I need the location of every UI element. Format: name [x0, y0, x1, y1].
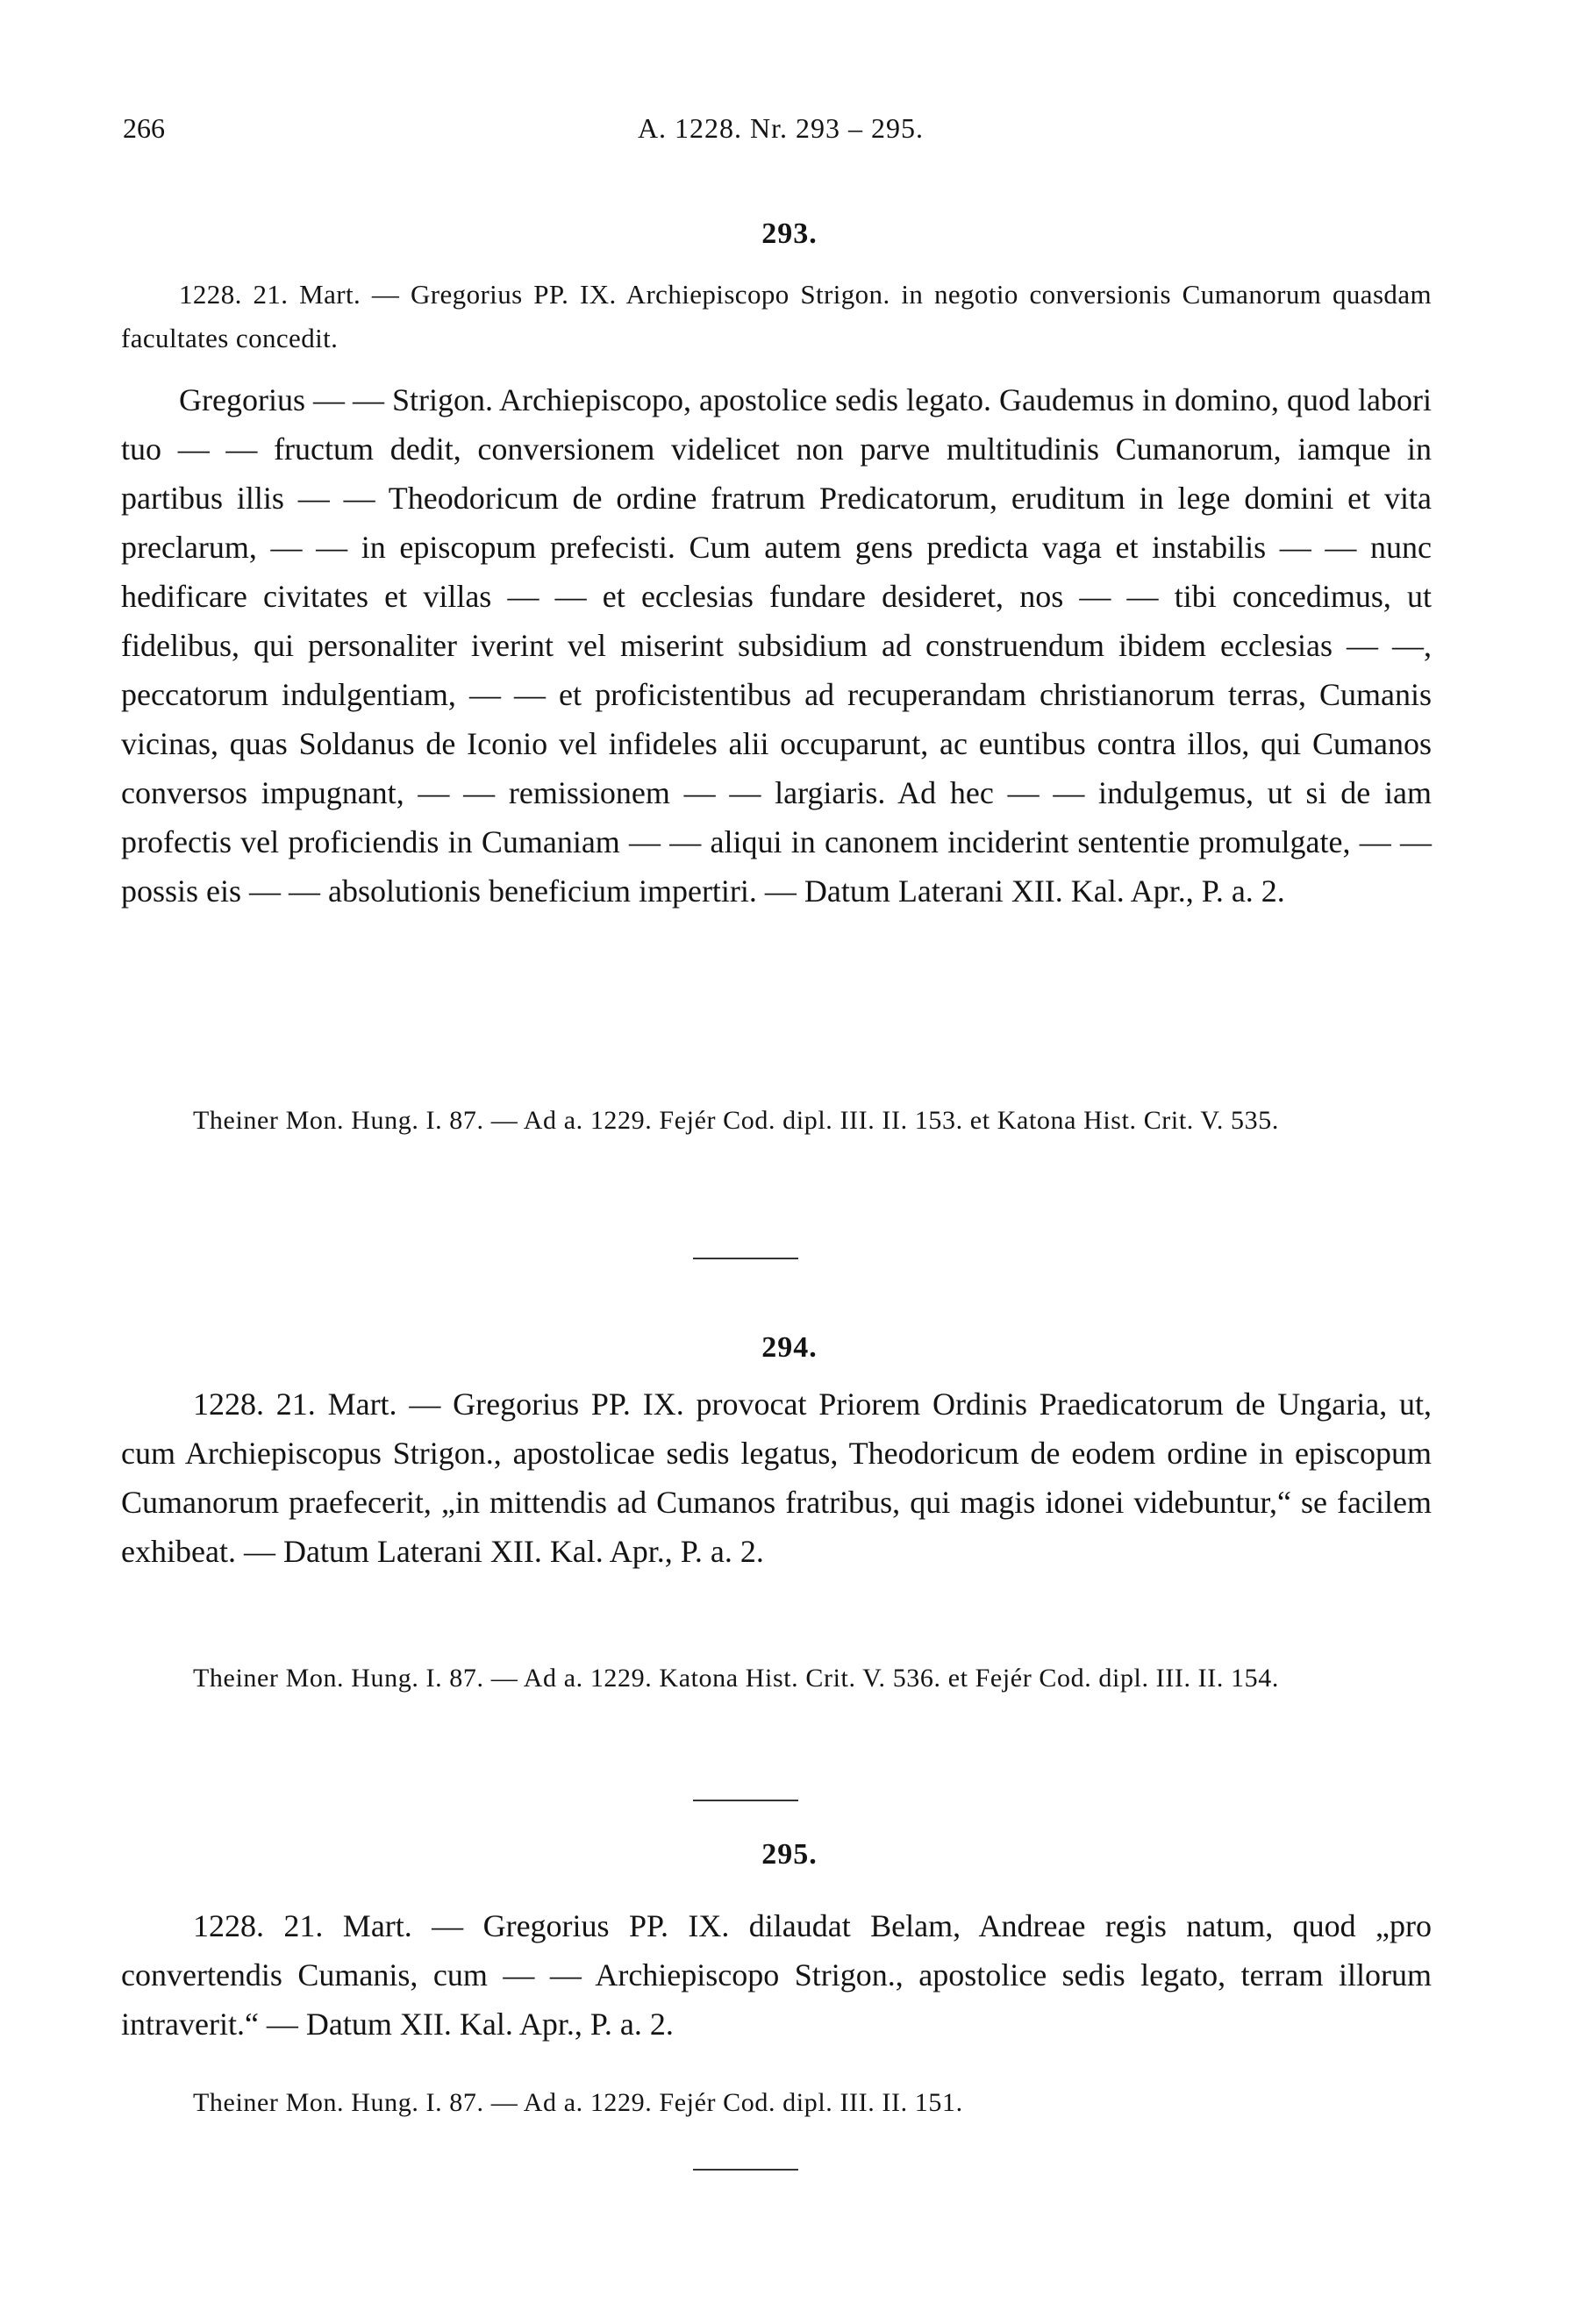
section-divider [693, 1258, 798, 1259]
document-summary: 1228. 21. Mart. — Gregorius PP. IX. dilaudat Belam, Andreae regis natum, quod „pro convertendis Cumanis, cum — — Archiepiscopo Strigon., apostolice sedis legato, terram illorum intraverit.“ — Datum XII. Kal. Apr., P. a. 2. [121, 1908, 1432, 2042]
document-text: Gregorius — — Strigon. Archiepiscopo, apostolice sedis legato. Gaudemus in domino, quod labori tuo — — fructum dedit, conversionem videlicet non parve multitudinis Cumanorum, iamque in partibus illis — — Theodoricum de ordine fratrum Predicatorum, eruditum in lege domini et vita preclarum, — — in episcopum prefecisti. Cum autem gens predicta vaga et instabilis — — nunc hedificare civitates et villas — — et ecclesias fundare desideret, nos — — tibi concedimus, ut fidelibus, qui personaliter iverint vel miserint subsidium ad construendum ibidem ecclesias — —, peccatorum indulgentiam, — — et proficistentibus ad recuperandam christianorum terras, Cumanis vicinas, quas Soldanus de Iconio vel infideles alii occuparunt, ac euntibus contra illos, qui Cumanos conversos impugnant, — — remissionem — — largiaris. Ad hec — — indulgemus, ut si de iam profectis vel proficiendis in Cumaniam — — aliqui in canonem inciderint sententie promulgate, — — possis eis — — absolutionis beneficium impertiri. — Datum Laterani XII. Kal. Apr., P. a. 2. [121, 382, 1432, 909]
page-number: 266 [123, 112, 165, 144]
running-head [123, 112, 1439, 153]
section-divider [693, 2169, 798, 2171]
document-number: 293. [761, 217, 818, 250]
source-citation: Theiner Mon. Hung. I. 87. — Ad a. 1229. Fejér Cod. dipl. III. II. 151. [193, 2088, 963, 2117]
document-number: 294. [761, 1331, 818, 1364]
document-number: 295. [761, 1838, 818, 1871]
section-divider [693, 1800, 798, 1801]
running-title: A. 1228. Nr. 293 – 295. [637, 112, 925, 144]
document-summary: 1228. 21. Mart. — Gregorius PP. IX. provocat Priorem Ordinis Praedicatorum de Ungaria, ut, cum Archiepiscopus Strigon., apostolicae sedis legatus, Theodoricum de eodem ordine in episcopum Cumanorum praefecerit, „in mittendis ad Cumanos fratribus, qui magis idonei videbuntur,“ se facilem exhibeat. — Datum Laterani XII. Kal. Apr., P. a. 2. [121, 1387, 1432, 1569]
source-citation: Theiner Mon. Hung. I. 87. — Ad a. 1229. Fejér Cod. dipl. III. II. 153. et Katona Hist. Crit. V. 535. [193, 1106, 1279, 1135]
document-summary: 1228. 21. Mart. — Gregorius PP. IX. Archiepiscopo Strigon. in negotio conversionis Cumanorum quasdam facultates concedit. [121, 279, 1432, 353]
source-citation: Theiner Mon. Hung. I. 87. — Ad a. 1229. Katona Hist. Crit. V. 536. et Fejér Cod. dipl. III. II. 154. [193, 1664, 1279, 1693]
